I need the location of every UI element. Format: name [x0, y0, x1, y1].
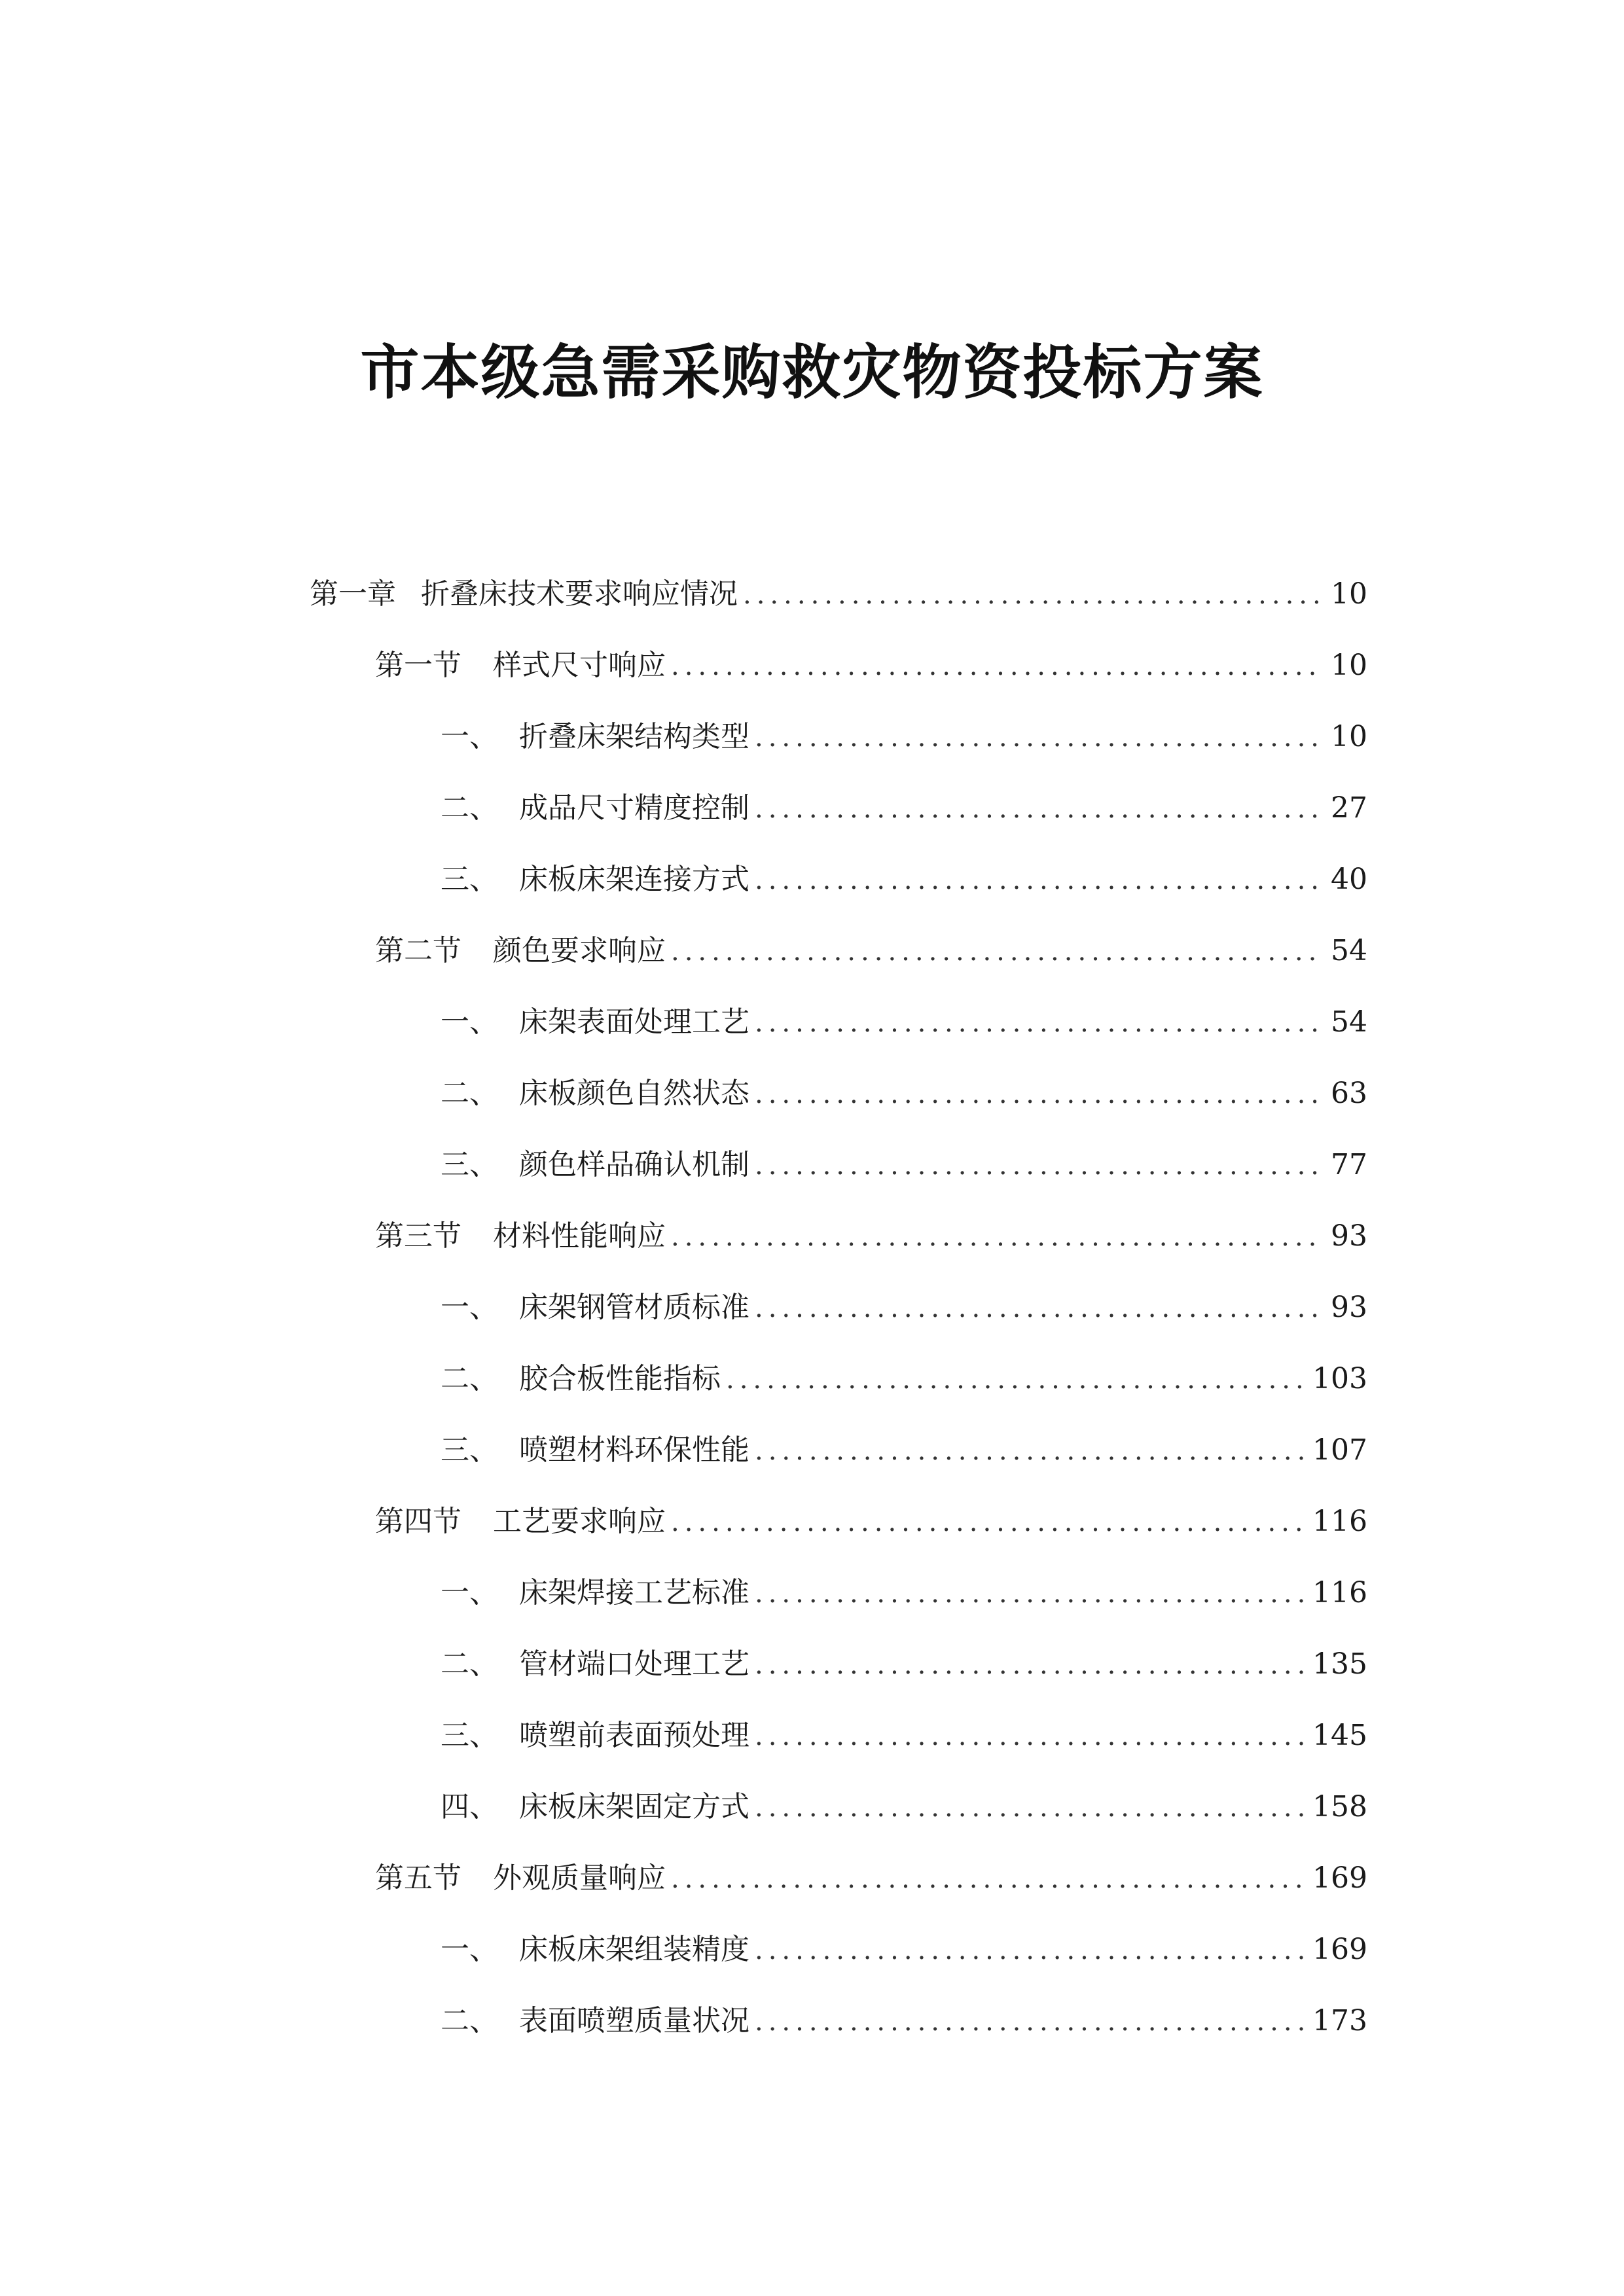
toc-entry-title: 折叠床技术要求响应情况 — [421, 577, 738, 611]
toc-entry-title: 床架钢管材质标准 — [519, 1291, 749, 1324]
toc-entry[interactable] — [375, 925, 1367, 977]
toc-entry[interactable] — [441, 1924, 1367, 1976]
toc-entry-title: 外观质量响应 — [493, 1861, 666, 1895]
toc-entry-title: 折叠床架结构类型 — [519, 720, 749, 753]
toc-entry-number: 第二节 — [375, 934, 461, 967]
toc-entry-title: 床板床架组装精度 — [519, 1933, 749, 1966]
toc-page-number: 169 — [1312, 1933, 1367, 1966]
toc-entry[interactable] — [375, 639, 1367, 692]
toc-entry[interactable] — [441, 1282, 1367, 1334]
toc-page-number: 116 — [1312, 1505, 1367, 1538]
toc-entry[interactable] — [441, 853, 1367, 906]
toc-entry-title: 成品尺寸精度控制 — [519, 791, 749, 825]
toc-page-number: 27 — [1331, 791, 1367, 825]
toc-dot-leader — [671, 640, 1323, 692]
toc-page-number: 145 — [1312, 1719, 1367, 1752]
toc-page-number: 169 — [1312, 1861, 1367, 1895]
toc-entry-number: 一、 — [441, 1005, 498, 1039]
toc-entry-title: 材料性能响应 — [493, 1219, 666, 1253]
toc-entry-title: 表面喷塑质量状况 — [519, 2004, 749, 2037]
toc-dot-leader — [743, 569, 1323, 621]
toc-entry-number: 三、 — [441, 1148, 498, 1181]
toc-page-number: 54 — [1331, 934, 1367, 967]
toc-entry[interactable] — [375, 1852, 1367, 1905]
toc-entry-title: 工艺要求响应 — [493, 1505, 666, 1538]
toc-entry-number: 一、 — [441, 1933, 498, 1966]
toc-page-number: 135 — [1312, 1647, 1367, 1681]
toc-dot-leader — [671, 1211, 1323, 1263]
toc-entry[interactable] — [375, 1496, 1367, 1548]
toc-entry[interactable] — [375, 1210, 1367, 1263]
toc-entry[interactable] — [441, 1710, 1367, 1762]
toc-entry-title: 床板床架连接方式 — [519, 863, 749, 896]
toc-entry-title: 颜色样品确认机制 — [519, 1148, 749, 1181]
toc-page-number: 10 — [1331, 577, 1367, 611]
toc-page-number: 10 — [1331, 649, 1367, 682]
toc-dot-leader — [755, 1425, 1305, 1477]
toc-entry-title: 喷塑材料环保性能 — [519, 1433, 749, 1467]
toc-entry[interactable] — [441, 711, 1367, 763]
toc-entry[interactable] — [441, 996, 1367, 1049]
toc-entry[interactable] — [310, 568, 1367, 620]
toc-page-number: 107 — [1312, 1433, 1367, 1467]
toc-entry-number: 一、 — [441, 1576, 498, 1609]
toc-dot-leader — [671, 925, 1323, 978]
document-title: 市本级急需采购救灾物资投标方案 — [360, 338, 1264, 407]
toc-dot-leader — [755, 1782, 1305, 1834]
toc-entry[interactable] — [441, 1638, 1367, 1691]
toc-page-number: 10 — [1331, 720, 1367, 753]
toc-dot-leader — [755, 1996, 1305, 2048]
toc-entry-number: 二、 — [441, 2004, 498, 2037]
toc-entry-number: 一、 — [441, 1291, 498, 1324]
toc-entry-number: 四、 — [441, 1790, 498, 1823]
toc-entry-title: 管材端口处理工艺 — [519, 1647, 749, 1681]
toc-dot-leader — [755, 1568, 1305, 1620]
toc-page-number: 54 — [1331, 1005, 1367, 1039]
toc-entry-number: 第四节 — [375, 1505, 461, 1538]
toc-entry[interactable] — [441, 1424, 1367, 1477]
toc-page-number: 116 — [1312, 1576, 1367, 1609]
toc-entry[interactable] — [441, 1139, 1367, 1191]
toc-entry[interactable] — [441, 1067, 1367, 1120]
toc-page-number: 103 — [1312, 1362, 1367, 1395]
toc-page-number: 93 — [1331, 1291, 1367, 1324]
toc-dot-leader — [755, 1282, 1323, 1335]
toc-page-number: 158 — [1312, 1790, 1367, 1823]
toc-entry[interactable] — [441, 1995, 1367, 2047]
toc-entry-number: 三、 — [441, 1719, 498, 1752]
toc-dot-leader — [755, 1639, 1305, 1691]
toc-entry-number: 第一章 — [310, 577, 396, 611]
toc-entry-number: 二、 — [441, 1077, 498, 1110]
toc-entry[interactable] — [441, 782, 1367, 834]
toc-entry-number: 三、 — [441, 863, 498, 896]
toc-entry-number: 二、 — [441, 791, 498, 825]
toc-entry-title: 床架表面处理工艺 — [519, 1005, 749, 1039]
toc-dot-leader — [671, 1496, 1305, 1549]
toc-entry-title: 颜色要求响应 — [493, 934, 666, 967]
toc-entry-number: 一、 — [441, 720, 498, 753]
toc-page-number: 63 — [1331, 1077, 1367, 1110]
toc-entry-number: 二、 — [441, 1362, 498, 1395]
toc-dot-leader — [755, 1710, 1305, 1763]
toc-entry[interactable] — [441, 1567, 1367, 1619]
toc-entry-title: 床板颜色自然状态 — [519, 1077, 749, 1110]
toc-entry[interactable] — [441, 1353, 1367, 1405]
toc-dot-leader — [755, 1924, 1305, 1977]
toc-page-number: 173 — [1312, 2004, 1367, 2037]
toc-dot-leader — [755, 783, 1323, 835]
toc-entry-title: 样式尺寸响应 — [493, 649, 666, 682]
toc-page-number: 77 — [1331, 1148, 1367, 1181]
toc-entry-number: 三、 — [441, 1433, 498, 1467]
toc-entry-number: 第三节 — [375, 1219, 461, 1253]
toc-entry-title: 床板床架固定方式 — [519, 1790, 749, 1823]
toc-dot-leader — [755, 997, 1323, 1049]
toc-dot-leader — [755, 1139, 1323, 1192]
toc-entry-title: 喷塑前表面预处理 — [519, 1719, 749, 1752]
toc-entry-title: 床架焊接工艺标准 — [519, 1576, 749, 1609]
toc-page-number: 40 — [1331, 863, 1367, 896]
toc-entry[interactable] — [441, 1781, 1367, 1833]
toc-entry-number: 第五节 — [375, 1861, 461, 1895]
toc-entry-number: 第一节 — [375, 649, 461, 682]
toc-dot-leader — [726, 1354, 1305, 1406]
toc-entry-number: 二、 — [441, 1647, 498, 1681]
toc-dot-leader — [671, 1853, 1305, 1905]
toc-dot-leader — [755, 1068, 1323, 1121]
toc-dot-leader — [755, 854, 1323, 906]
toc-page-number: 93 — [1331, 1219, 1367, 1253]
toc-dot-leader — [755, 711, 1323, 764]
toc-entry-title: 胶合板性能指标 — [519, 1362, 721, 1395]
